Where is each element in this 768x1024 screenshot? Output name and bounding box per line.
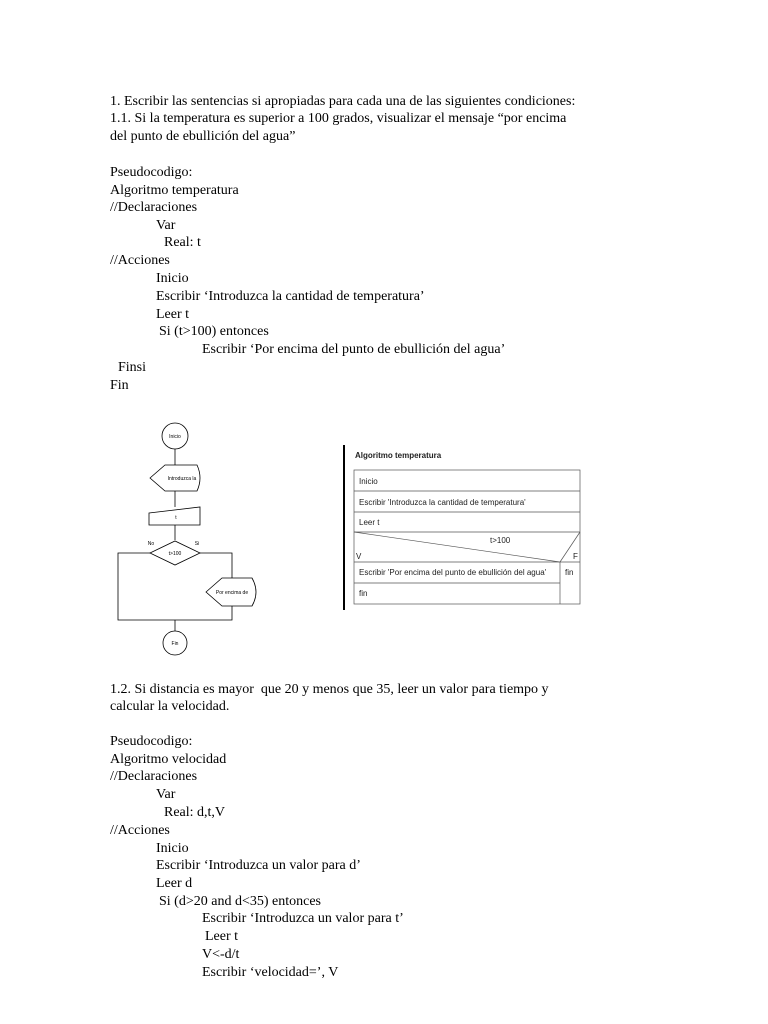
- algorithm-name: Algoritmo temperatura: [110, 183, 239, 198]
- flowchart-end-label: Fin: [171, 641, 179, 647]
- algorithm-name-2: Algoritmo velocidad: [110, 752, 227, 767]
- ns-chart-title: Algoritmo temperatura: [355, 451, 442, 460]
- ns-row-inicio: Inicio: [359, 477, 378, 486]
- inicio-statement-2: Inicio: [156, 841, 189, 856]
- problem-1-1-line1: 1.1. Si la temperatura es superior a 100 grados, visualizar el mensaje “por encima: [110, 111, 567, 126]
- flowchart: [118, 423, 256, 655]
- var-keyword: Var: [156, 218, 176, 233]
- real-declaration-2: Real: d,t,V: [164, 805, 226, 820]
- write-t-statement: Escribir ‘Introduzca un valor para t’: [202, 911, 404, 926]
- pseudocode-label: Pseudocodigo:: [110, 165, 193, 180]
- real-declaration: Real: t: [164, 235, 201, 250]
- flowchart-no-label: No: [147, 541, 155, 547]
- read-d-statement: Leer d: [156, 876, 193, 891]
- fin-statement: Fin: [110, 378, 129, 393]
- endif-statement: Finsi: [118, 360, 147, 375]
- flowchart-output-label: Por encima de: [215, 590, 249, 596]
- if-statement: Si (t>100) entonces: [159, 324, 269, 339]
- flowchart-read-label: t: [175, 515, 177, 521]
- declarations-comment-2: //Declaraciones: [110, 769, 198, 784]
- pseudocode-label-2: Pseudocodigo:: [110, 734, 193, 749]
- flowchart-start-label: Inicio: [169, 434, 181, 440]
- flowchart-condition-label: t>100: [168, 551, 182, 557]
- problem-1-1-line2: del punto de ebullición del agua”: [110, 129, 296, 144]
- declarations-comment: //Declaraciones: [110, 200, 198, 215]
- write-output-statement: Escribir ‘Por encima del punto de ebullición del agua’: [202, 342, 506, 357]
- if-statement-2: Si (d>20 and d<35) entonces: [159, 894, 321, 909]
- write-velocity-statement: Escribir ‘velocidad=’, V: [202, 965, 339, 980]
- var-keyword-2: Var: [156, 787, 176, 802]
- inicio-statement: Inicio: [156, 271, 189, 286]
- ns-else-action: fin: [565, 568, 574, 577]
- ns-row-read: Leer t: [359, 518, 380, 527]
- problem-1-2-line1: 1.2. Si distancia es mayor que 20 y menos que 35, leer un valor para tiempo y: [110, 682, 549, 697]
- actions-comment: //Acciones: [110, 253, 170, 268]
- ns-condition: t>100: [490, 536, 511, 545]
- read-t-statement: Leer t: [205, 929, 239, 944]
- ns-true-label: V: [356, 552, 362, 561]
- ns-row-write: Escribir 'Introduzca la cantidad de temperatura': [359, 498, 526, 507]
- exercise-heading: 1. Escribir las sentencias si apropiadas para cada una de las siguientes condiciones:: [110, 94, 576, 109]
- actions-comment-2: //Acciones: [110, 823, 170, 838]
- ns-row-fin: fin: [359, 589, 368, 598]
- ns-chart: [344, 445, 580, 610]
- read-statement: Leer t: [156, 307, 190, 322]
- write-statement-2: Escribir ‘Introduzca un valor para d’: [156, 858, 361, 873]
- flowchart-input-label: Introduzca la: [167, 476, 197, 482]
- ns-false-label: F: [573, 552, 578, 561]
- ns-then-action: Escribir 'Por encima del punto de ebullición del agua': [359, 568, 547, 577]
- problem-1-2-line2: calcular la velocidad.: [110, 699, 230, 714]
- flowchart-yes-label: Si: [194, 541, 200, 547]
- calc-statement: V<-d/t: [202, 947, 240, 962]
- write-statement: Escribir ‘Introduzca la cantidad de temperatura’: [156, 289, 425, 304]
